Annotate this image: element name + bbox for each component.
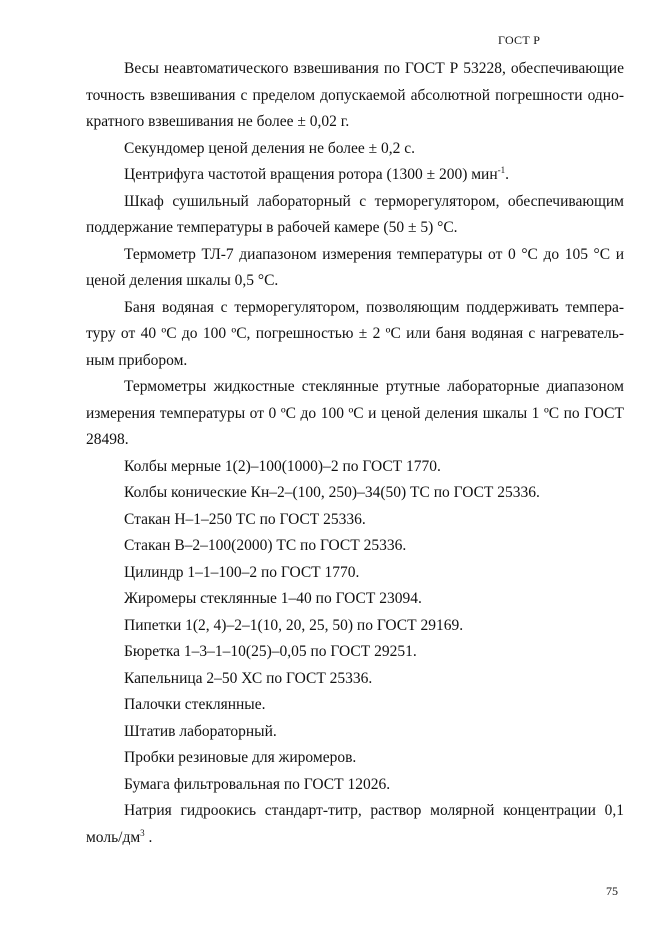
- paragraph-text: Колбы мерные 1(2)–100(1000)–2 по ГОСТ 1770.: [124, 457, 441, 475]
- paragraph-volumetric-flasks: [86, 454, 624, 481]
- paragraph-stand: [86, 719, 624, 746]
- paragraph-suffix: .: [144, 828, 153, 846]
- paragraph-text: Палочки стеклянные.: [124, 696, 266, 713]
- paragraph-sodium-hydroxide: [86, 798, 624, 851]
- paragraph-text: Жиромеры стеклянные 1–40 по ГОСТ 23094.: [124, 590, 422, 607]
- paragraph-text: Секундомер ценой деления не более ± 0,2 с.: [124, 139, 416, 157]
- paragraph-text: Бюретка 1–3–1–10(25)–0,05 по ГОСТ 29251.: [124, 643, 417, 660]
- paragraph-text: Центрифуга частотой вращения ротора (1300 ± 200) мин: [124, 166, 498, 183]
- paragraph-text: Пипетки 1(2, 4)–2–1(10, 20, 25, 50) по ГОСТ 29169.: [124, 616, 464, 634]
- body-text: [86, 56, 624, 851]
- paragraph-butyrometers: [86, 586, 624, 613]
- paragraph-text: Бумага фильтровальная по ГОСТ 12026.: [124, 775, 391, 793]
- page-number: 75: [606, 884, 618, 898]
- paragraph-text: Шкаф сушильный лабораторный с терморегулятором, обеспечивающим поддержание температуры в рабочей камере (50 ± 5) °С.: [86, 192, 624, 236]
- paragraph-water-bath: [86, 295, 624, 375]
- superscript: -1: [497, 164, 506, 175]
- paragraph-text: Весы неавтоматического взвешивания по ГОСТ Р 53228, обеспечивающие точность взвешивания с пределом допускаемой абсолютной погрешности одно- кратного взвешивания не более ± 0,02 г.: [86, 60, 624, 130]
- paragraph-text: Термометры жидкостные стеклянные ртутные лабораторные диапазоном измерения температуры от 0 ºС до 100 ºС и ценой деления шкалы 1 ºС по ГОСТ 28498.: [86, 378, 624, 448]
- paragraph-burette: [86, 639, 624, 666]
- paragraph-text: Стакан Н–1–250 ТС по ГОСТ 25336.: [124, 510, 366, 528]
- paragraph-text: Баня водяная с терморегулятором, позволяющим поддерживать темпера- туру от 40 ºС до 100 ºС, погрешностью ± 2 ºС или баня водяная с нагреватель- ным прибором.: [86, 298, 624, 369]
- paragraph-cylinder: [86, 560, 624, 587]
- paragraph-rubber-stoppers: [86, 745, 624, 772]
- paragraph-glass-rods: [86, 692, 624, 719]
- paragraph-stopwatch: [86, 136, 624, 163]
- paragraph-filter-paper: [86, 772, 624, 799]
- paragraph-beaker-v: [86, 533, 624, 560]
- paragraph-pipettes: [86, 613, 624, 640]
- paragraph-text: Колбы конические Кн–2–(100, 250)–34(50) ТС по ГОСТ 25336.: [124, 484, 540, 501]
- paragraph-beaker-n: [86, 507, 624, 534]
- paragraph-scales: [86, 56, 624, 136]
- paragraph-suffix: .: [505, 166, 510, 183]
- paragraph-thermometer-tl7: [86, 242, 624, 295]
- paragraph-text: Термометр ТЛ-7 диапазоном измерения температуры от 0 °С до 105 °С и ценой деления шкалы 0,5 °С.: [86, 245, 624, 289]
- superscript: 3: [140, 827, 145, 838]
- paragraph-text: Натрия гидроокись стандарт-титр, раствор молярной концентрации 0,1 моль/дм: [86, 802, 624, 846]
- paragraph-text: Стакан В–2–100(2000) ТС по ГОСТ 25336.: [124, 537, 407, 554]
- paragraph-text: Штатив лабораторный.: [124, 722, 277, 740]
- paragraph-conical-flasks: [86, 480, 624, 507]
- paragraph-dropper: [86, 666, 624, 693]
- paragraph-text: Цилиндр 1–1–100–2 по ГОСТ 1770.: [124, 563, 360, 581]
- paragraph-thermometers-liquid: [86, 374, 624, 454]
- paragraph-text: Пробки резиновые для жиромеров.: [124, 749, 357, 766]
- running-header: ГОСТ Р: [498, 33, 541, 47]
- paragraph-text: Капельница 2–50 ХС по ГОСТ 25336.: [124, 669, 373, 687]
- paragraph-drying-cabinet: [86, 189, 624, 242]
- paragraph-centrifuge: [86, 162, 624, 189]
